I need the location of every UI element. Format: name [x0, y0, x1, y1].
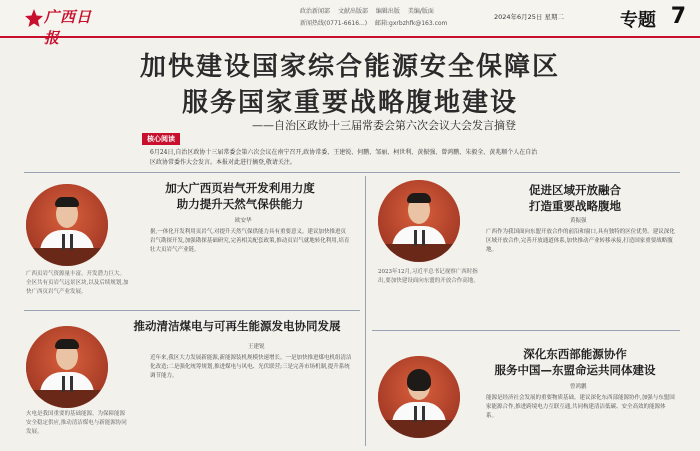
photo-caption: 广西页岩气资源量丰富。开发潜力巨大。全区共有页岩气远景区块,以及后续规划,加快广西页岩气产业发展。: [26, 271, 129, 295]
divider: [24, 172, 680, 173]
issue-date: 2024年6月25日 星期二: [493, 13, 564, 21]
logo-name: 广西日报: [44, 8, 93, 47]
speaker-photo: [26, 326, 108, 408]
article-title-line: 打造重要战略腹地: [529, 199, 621, 213]
article-title-line: 加大广西页岩气开发利用力度: [165, 181, 315, 195]
article-title-line: 助力提升天然气保供能力: [176, 197, 304, 211]
article-title-line: 服务中国—东盟命运共同体建设: [494, 363, 656, 377]
article-body: 能源是经济社会发展的重要物质基础。建议深化东西部能源协作,加强与东盟国家能源合作,推进跨境电力互联互通,共同构建清洁低碳、安全高效的能源体系。: [486, 395, 675, 419]
article-author: 曾鸿鹏: [570, 384, 587, 390]
meta-item: 新闻热线(0771-6616...): [300, 20, 368, 27]
article-body: 近年来,我区大力发展新能源,新能源装机规模快速增长。一是加快推进煤电机组清洁化改造;二是强化统筹规划,推进煤电与风电、光伏联营;三是完善市场机制,提升系统调节能力。: [150, 355, 352, 379]
divider: [24, 310, 360, 311]
speaker-photo: [378, 180, 460, 262]
article-title: [140, 180, 340, 212]
column-divider: [365, 176, 366, 446]
meta-item: 邮箱:gxrbzhfk@163.com: [375, 20, 448, 27]
photo-caption: 火电是我国重要的基础能源。为保障能源安全稳定供应,推动清洁煤电与新能源协同发展。: [26, 411, 127, 435]
article-author: 王建锐: [248, 344, 265, 350]
logo-emblem-icon: [24, 8, 44, 28]
meta-item: 美编/版面: [407, 8, 434, 15]
intro-text: 6月24日,自治区政协十三届常委会第六次会议在南宁召开,政协常委、王建锐、何鹏、邹丽、柯世利、黄振强、曾鸿鹏、朱毅全、黄兆顺个人在自治区政协常委作大会发言。本报对此进行摘登,敬请关注。: [150, 149, 538, 166]
article-title: [475, 182, 675, 214]
article-title-line: 促进区域开放融合: [529, 183, 621, 197]
headline-line-1: 加快建设国家综合能源安全保障区: [139, 52, 560, 82]
newspaper-logo: [24, 6, 96, 47]
article-author: 黄振强: [570, 218, 587, 224]
meta-item: 文献出版部: [337, 8, 368, 15]
article-title: 推动清洁煤电与可再生能源发电协同发展: [133, 319, 341, 333]
divider: [372, 330, 680, 331]
masthead: [0, 0, 700, 47]
masthead-meta: [300, 6, 440, 15]
section-title: 专题: [620, 10, 656, 31]
masthead-meta-2: [300, 18, 453, 27]
speaker-photo: [26, 184, 108, 266]
meta-item: 编辑出版: [375, 8, 400, 15]
photo-caption: 2023年12月,习近平总书记视察广西时指出,要加快建设面向东盟的开放合作高地。: [378, 269, 479, 284]
article-author: 欧安华: [235, 218, 252, 224]
article-body: 据,一体化开发利用页岩气,对提升天然气保供能力具有重要意义。建议加快推进页岩气勘探开发,加强勘探基础研究,完善相关配套政策,推动页岩气就地转化利用,培育壮大页岩气产业链。: [150, 229, 350, 253]
page-number: 7: [670, 4, 686, 29]
core-reading-tag: 核心阅读: [142, 133, 180, 145]
article-title: [470, 346, 680, 378]
article-body: 广西作为我国面向东盟开放合作的前沿和窗口,具有独特的区位优势。建议深化区域开放合作,完善开放通道体系,加快推动产业转移承接,打造国家重要战略腹地。: [486, 229, 675, 253]
headline-line-2: 服务国家重要战略腹地建设: [181, 88, 518, 118]
speaker-photo: [378, 356, 460, 438]
article-title-line: 深化东西部能源协作: [523, 347, 627, 361]
headline-subtitle: ——自治区政协十三届常委会第六次会议大会发言摘登: [252, 119, 516, 132]
meta-item: 政治新闻部: [300, 8, 331, 15]
